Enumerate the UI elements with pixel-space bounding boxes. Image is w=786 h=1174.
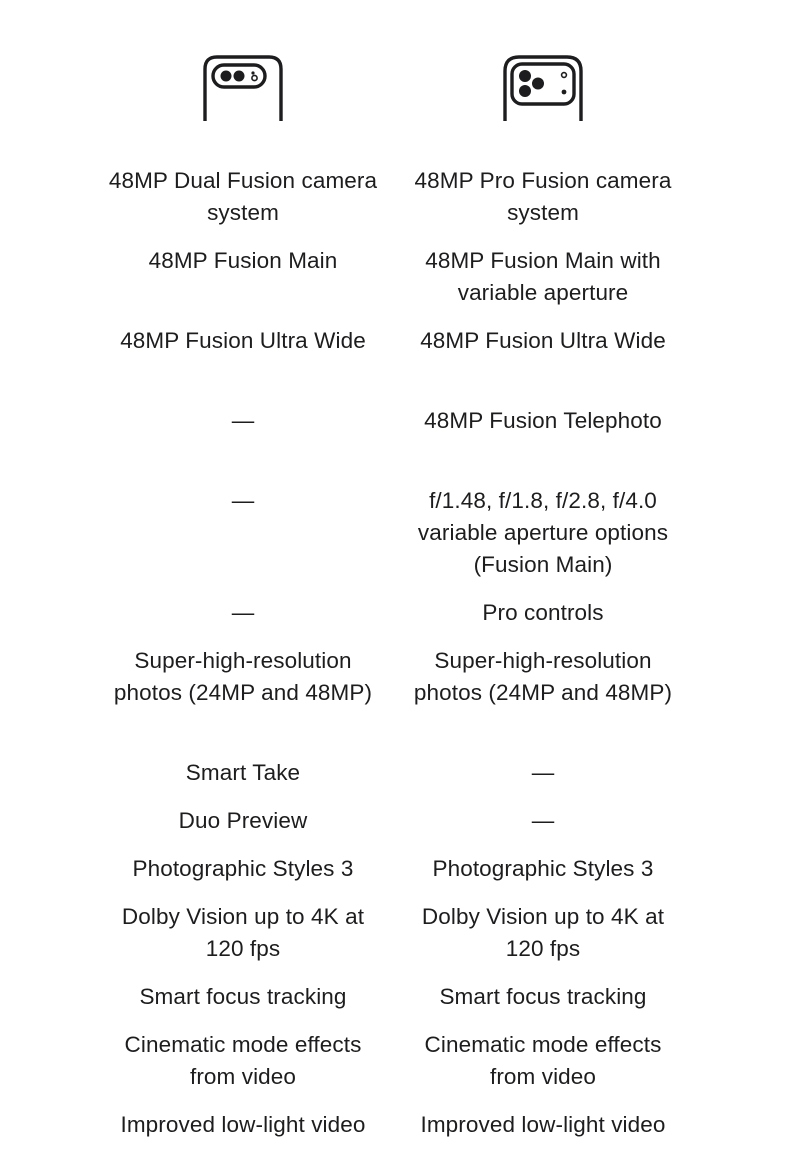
feature-left-photographic-styles: Photographic Styles 3: [132, 856, 354, 881]
feature-right-main-camera: 48MP Fusion Main with variable aperture: [425, 248, 661, 305]
feature-right-telephoto: 48MP Fusion Telephoto: [424, 408, 662, 433]
feature-left-dolby-vision: Dolby Vision up to 4K at 120 fps: [121, 904, 365, 961]
feature-right-focus-tracking: Smart focus tracking: [439, 984, 647, 1009]
feature-right-super-high-res: Super-high-resolution photos (24MP and 48MP): [413, 648, 673, 705]
feature-left-telephoto: —: [231, 408, 255, 433]
feature-left-cinematic-mode: Cinematic mode effects from video: [124, 1032, 362, 1089]
feature-right-low-light-video: Improved low-light video: [420, 1112, 666, 1137]
feature-left-smart-take: Smart Take: [185, 760, 301, 785]
feature-right-camera-system: 48MP Pro Fusion camera system: [414, 168, 672, 225]
feature-right-aperture: f/1.48, f/1.8, f/2.8, f/4.0 variable aperture options (Fusion Main): [417, 488, 669, 577]
feature-right-smart-take: —: [531, 760, 555, 785]
feature-left-duo-preview: Duo Preview: [178, 808, 308, 833]
feature-left-ultra-wide: 48MP Fusion Ultra Wide: [120, 328, 366, 353]
feature-right-duo-preview: —: [531, 808, 555, 833]
feature-left-focus-tracking: Smart focus tracking: [139, 984, 347, 1009]
feature-right-cinematic-mode: Cinematic mode effects from video: [424, 1032, 662, 1089]
feature-right-ultra-wide: 48MP Fusion Ultra Wide: [420, 328, 666, 353]
dual-camera-phone-icon: [203, 55, 283, 121]
feature-right-dolby-vision: Dolby Vision up to 4K at 120 fps: [421, 904, 665, 961]
feature-right-pro-controls: Pro controls: [482, 600, 604, 625]
feature-right-photographic-styles: Photographic Styles 3: [432, 856, 654, 881]
feature-left-camera-system: 48MP Dual Fusion camera system: [108, 168, 378, 225]
feature-left-pro-controls: —: [231, 600, 255, 625]
pro-triple-camera-phone-icon: [503, 55, 583, 121]
feature-left-main-camera: 48MP Fusion Main: [148, 248, 338, 273]
feature-left-super-high-res: Super-high-resolution photos (24MP and 48MP): [113, 648, 373, 705]
feature-left-aperture: —: [231, 488, 255, 513]
feature-left-low-light-video: Improved low-light video: [120, 1112, 366, 1137]
